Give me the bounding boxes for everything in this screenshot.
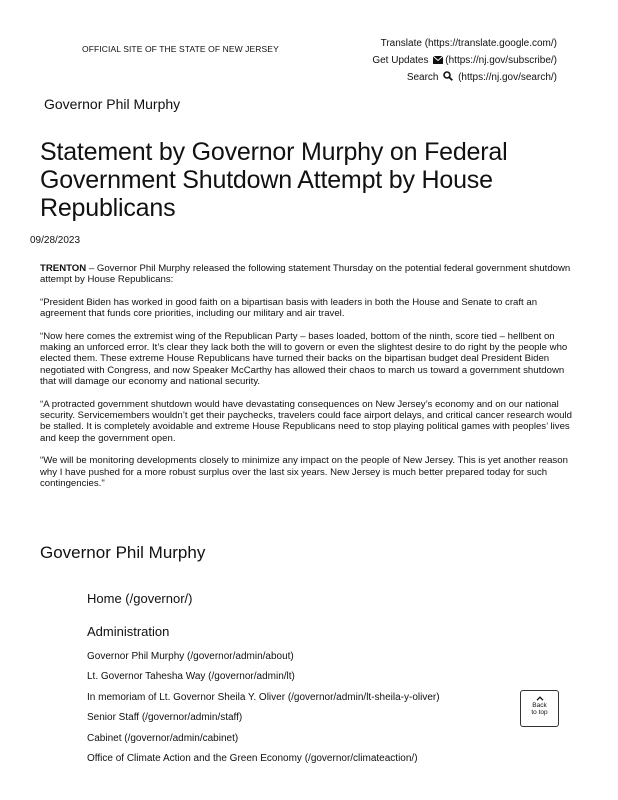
back-to-top-label-2: to top: [531, 709, 548, 716]
admin-link-senior-staff[interactable]: Senior Staff (/governor/admin/staff): [87, 712, 243, 724]
article-body: [40, 263, 580, 501]
get-updates-url: (https://nj.gov/subscribe/): [445, 55, 557, 66]
footer-home-link[interactable]: Home (/governor/): [87, 591, 193, 606]
envelope-icon: [433, 56, 443, 64]
back-to-top-button[interactable]: [520, 690, 559, 727]
search-url: (https://nj.gov/search/): [458, 72, 557, 83]
chevron-up-icon: [536, 696, 544, 701]
search-icon: [443, 71, 453, 81]
administration-links: [87, 651, 440, 773]
article-paragraph: “President Biden has worked in good faith on a bipartisan basis with leaders in both the House and Senate to craft an agreement that funds core priorities, including our military and air travel.: [40, 296, 538, 320]
site-title[interactable]: Governor Phil Murphy: [44, 96, 181, 112]
utility-links: [372, 35, 557, 86]
admin-link-lt-governor[interactable]: Lt. Governor Tahesha Way (/governor/admin/lt): [87, 671, 295, 683]
article-paragraph: “Now here comes the extremist wing of the Republican Party – bases loaded, bottom of the ninth, score tied – hellbent on making an unforced error. It’s clear they lack both the will to govern or even the slightest desire to do right by the people who elected them. These extreme House Republicans have turned their backs on the bipartisan budget deal President Biden negotiated with Congress, and now Speaker McCarthy has allowed their chaos to march us toward a government shutdown that will damage our economy and national security.: [40, 330, 568, 388]
admin-link-climate-action[interactable]: Office of Climate Action and the Green Economy (/governor/climateaction/): [87, 752, 418, 764]
publish-date: 09/28/2023: [30, 235, 81, 246]
dateline: TRENTON: [40, 263, 87, 274]
article-paragraph: “We will be monitoring developments closely to minimize any impact on the people of New Jersey. This is yet another reason why I have pushed for a more robust surplus over the last six years. New Jersey is much better prepared today for such contingencies.": [40, 455, 568, 490]
official-site-banner: OFFICIAL SITE OF THE STATE OF NEW JERSEY: [82, 44, 279, 54]
administration-heading: Administration: [87, 624, 170, 639]
translate-link[interactable]: Translate (https://translate.google.com/): [380, 38, 557, 49]
search-link[interactable]: [372, 69, 557, 86]
article-paragraph: TRENTON – Governor Phil Murphy released the following statement Thursday on the potential federal government shutdown attempt by House Republicans:: [40, 263, 571, 286]
admin-link-memoriam[interactable]: In memoriam of Lt. Governor Sheila Y. Oliver (/governor/admin/lt-sheila-y-oliver): [87, 691, 440, 703]
get-updates-link[interactable]: [372, 52, 557, 69]
back-to-top-label-1: Back: [532, 702, 547, 709]
admin-link-governor[interactable]: Governor Phil Murphy (/governor/admin/about): [87, 651, 294, 662]
page-title: Statement by Governor Murphy on Federal Government Shutdown Attempt by House Republicans: [40, 138, 508, 222]
admin-link-cabinet[interactable]: Cabinet (/governor/admin/cabinet): [87, 732, 239, 744]
get-updates-label: Get Updates: [372, 55, 429, 66]
footer-title: Governor Phil Murphy: [40, 543, 206, 562]
article-paragraph: “A protracted government shutdown would have devastating consequences on New Jersey’s economy and on our national security. Servicemembers wouldn’t get their paychecks, travelers could face airport delays, and critical cancer research would be stalled. It is completely avoidable and extreme House Republicans need to stop playing political games with peoples’ lives and keep the government open.: [40, 398, 572, 444]
search-label: Search: [406, 72, 439, 83]
